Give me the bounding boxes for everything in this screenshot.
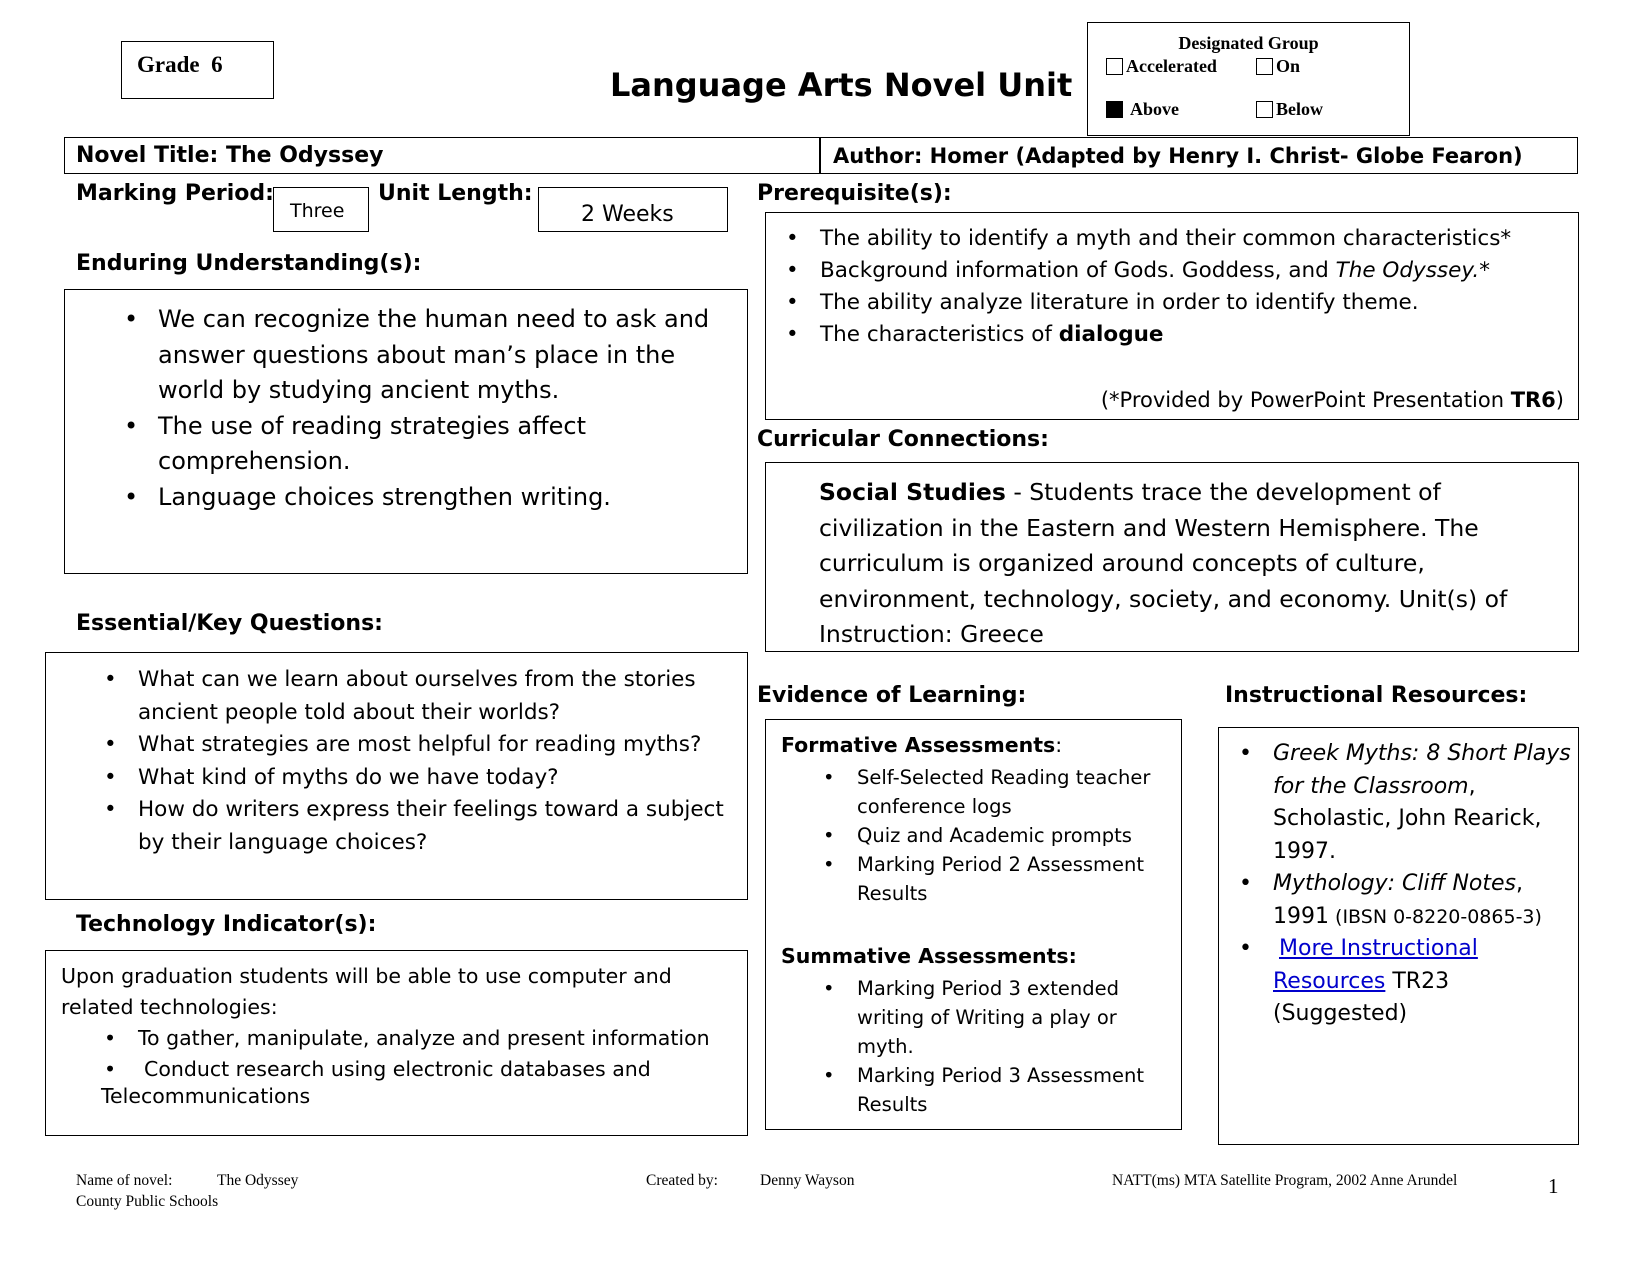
list-item: • Language choices strengthen writing. — [158, 480, 730, 516]
evidence-box — [765, 719, 1182, 1130]
prerequisites-heading: Prerequisite(s): — [757, 181, 952, 206]
list-item: • How do writers express their feelings toward a subject by their language choices? — [138, 794, 738, 859]
list-item: • Greek Myths: 8 Short Plays for the Classroom, Scholastic, John Rearick, 1997. — [1273, 738, 1573, 868]
marking-period-field — [273, 187, 369, 232]
essential-heading: Essential/Key Questions: — [76, 611, 383, 636]
grade-label: Grade 6 — [137, 52, 223, 77]
list-item: • What strategies are most helpful for reading myths? — [138, 729, 738, 762]
list-item: • Marking Period 3 Assessment Results — [857, 1061, 1167, 1119]
page-title: Language Arts Novel Unit — [610, 66, 1073, 104]
prerequisites-list — [820, 223, 1560, 351]
essential-list — [138, 664, 738, 859]
technology-tail: Telecommunications — [101, 1084, 311, 1108]
unit-length-label: Unit Length: — [378, 181, 533, 206]
essential-box — [45, 652, 748, 900]
footer-name-value: The Odyssey — [217, 1172, 299, 1189]
technology-heading: Technology Indicator(s): — [76, 912, 377, 937]
summative-heading: Summative Assessments: — [781, 944, 1077, 968]
option-on[interactable]: On — [1256, 56, 1300, 77]
list-item: • Mythology: Cliff Notes, 1991 (IBSN 0-8220-0865-3) — [1273, 868, 1573, 933]
list-item: • The ability analyze literature in order to identify theme. — [820, 287, 1560, 319]
footer-name-label: Name of novel: — [76, 1172, 173, 1189]
option-accelerated[interactable]: Accelerated — [1106, 56, 1217, 77]
list-item: • The ability to identify a myth and their common characteristics* — [820, 223, 1560, 255]
author: Author: Homer (Adapted by Henry I. Christ- Globe Fearon) — [833, 144, 1523, 168]
curricular-text: Social Studies - Students trace the development of civilization in the Eastern and Western Hemisphere. The curriculum is organized around concepts of culture, environment, technology, society, and economy. Unit(s) of Instruction: Greece — [819, 478, 1508, 648]
list-item: • Quiz and Academic prompts — [857, 821, 1167, 850]
prerequisites-note: (*Provided by PowerPoint Presentation TR6) — [1100, 388, 1564, 412]
list-item: • Self-Selected Reading teacher conference logs — [857, 763, 1167, 821]
checkbox-above[interactable] — [1106, 101, 1123, 118]
footer-program: NATT(ms) MTA Satellite Program, 2002 Anne Arundel — [1112, 1172, 1458, 1189]
list-item: • More Instructional Resources TR23 (Suggested) — [1273, 933, 1573, 1031]
curricular-heading: Curricular Connections: — [757, 427, 1049, 452]
option-above[interactable]: Above — [1106, 99, 1179, 120]
novel-title-divider — [819, 138, 821, 173]
enduring-list — [158, 302, 730, 515]
technology-intro: Upon graduation students will be able to use computer and related technologies: — [61, 964, 672, 1019]
enduring-box — [64, 289, 748, 574]
list-item: • We can recognize the human need to ask and answer questions about man’s place in the world by studying ancient myths. — [158, 302, 730, 409]
curricular-box — [765, 462, 1579, 652]
list-item: • Marking Period 2 Assessment Results — [857, 850, 1167, 908]
list-item: • What kind of myths do we have today? — [138, 762, 738, 795]
resources-heading: Instructional Resources: — [1225, 683, 1528, 708]
checkbox-below[interactable] — [1256, 101, 1273, 118]
designated-group-box — [1087, 22, 1410, 136]
marking-period-label: Marking Period: — [76, 181, 274, 206]
formative-heading: Formative Assessments: — [781, 733, 1063, 757]
footer-program-continued: County Public Schools — [76, 1193, 219, 1210]
list-item: • The characteristics of dialogue — [820, 319, 1560, 351]
list-item: • What can we learn about ourselves from the stories ancient people told about their worlds? — [138, 664, 738, 729]
page-number: 1 — [1548, 1174, 1559, 1198]
list-item: • Background information of Gods. Goddess, and The Odyssey.* — [820, 255, 1560, 287]
technology-box — [45, 950, 748, 1136]
resources-box — [1218, 727, 1579, 1145]
designated-group-heading: Designated Group — [1178, 33, 1319, 53]
list-item: • Conduct research using electronic databases and — [138, 1054, 738, 1085]
technology-list — [138, 1023, 738, 1084]
option-below[interactable]: Below — [1256, 99, 1323, 120]
evidence-heading: Evidence of Learning: — [757, 683, 1027, 708]
marking-period-value: Three — [290, 200, 345, 222]
list-item: • The use of reading strategies affect comprehension. — [158, 409, 730, 480]
summative-list — [857, 974, 1167, 1119]
resources-list — [1273, 738, 1573, 1031]
unit-length-value: 2 Weeks — [581, 202, 674, 227]
formative-list — [857, 763, 1167, 908]
prerequisites-box — [765, 212, 1579, 420]
footer-created-value: Denny Wayson — [760, 1172, 855, 1189]
novel-info-bar — [64, 137, 1578, 174]
enduring-heading: Enduring Understanding(s): — [76, 251, 422, 276]
list-item: • To gather, manipulate, analyze and present information — [138, 1023, 738, 1054]
footer-created-label: Created by: — [646, 1172, 718, 1189]
novel-title: Novel Title: The Odyssey — [76, 143, 384, 168]
list-item: • Marking Period 3 extended writing of Writing a play or myth. — [857, 974, 1167, 1061]
checkbox-on[interactable] — [1256, 58, 1273, 75]
grade-box — [121, 41, 274, 99]
more-resources-link[interactable]: More Instructional Resources — [1273, 936, 1478, 994]
checkbox-accelerated[interactable] — [1106, 58, 1123, 75]
unit-length-field — [538, 187, 728, 232]
